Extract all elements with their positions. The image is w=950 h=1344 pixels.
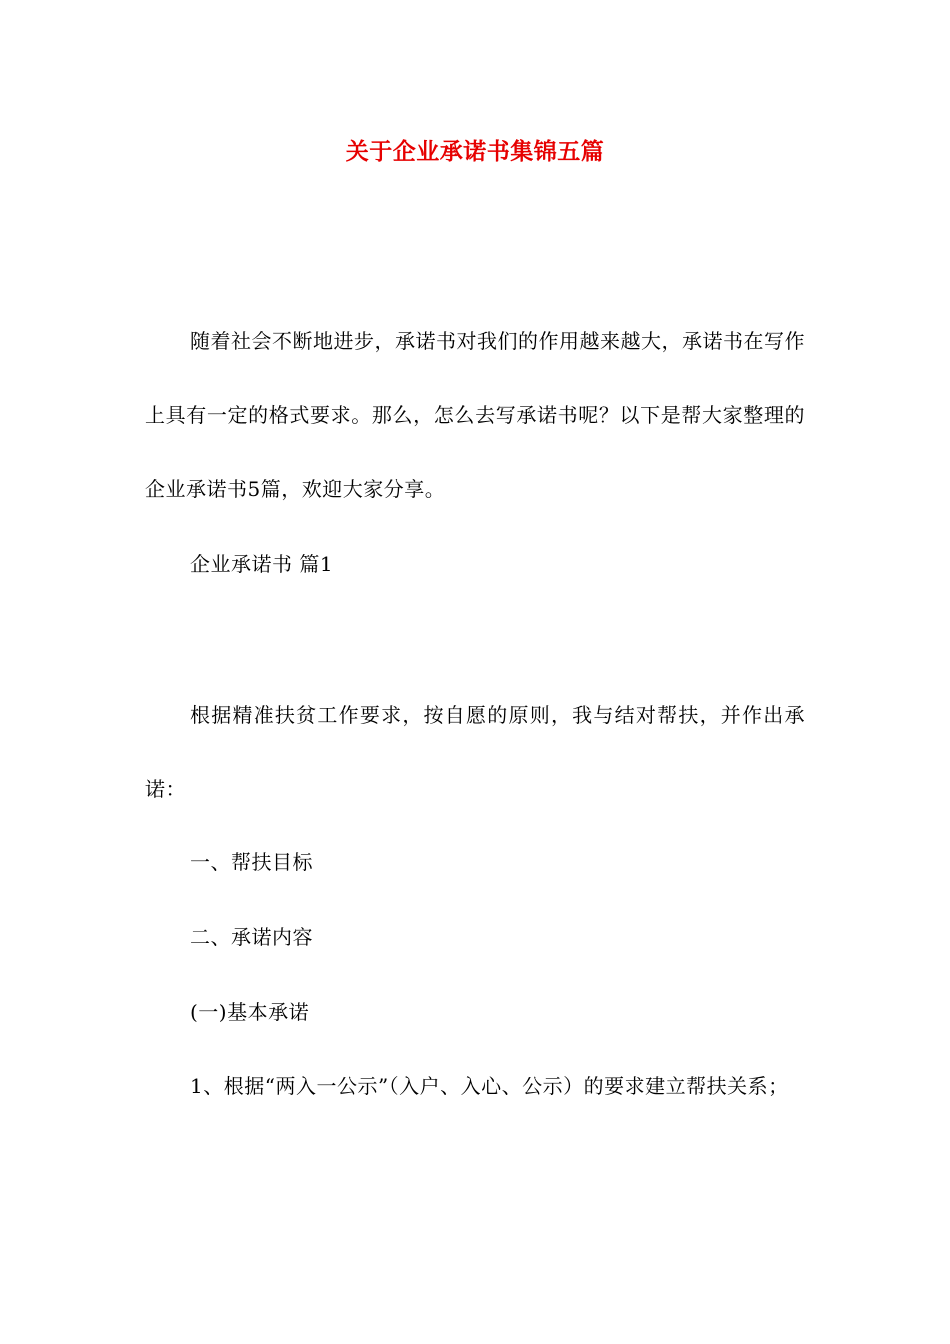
document-title: 关于企业承诺书集锦五篇 [345,138,605,165]
list-item-basic-promise: (一)基本承诺 [190,1000,310,1024]
list-item-goal: 一、帮扶目标 [190,850,313,874]
section-heading: 企业承诺书 篇1 [190,552,334,576]
list-item-relationship: 1、根据“两入一公示”（入户、入心、公示）的要求建立帮扶关系； [190,1074,789,1098]
list-item-content: 二、承诺内容 [190,925,313,949]
intro-paragraph: 随着社会不断地进步，承诺书对我们的作用越来越大，承诺书在写作上具有一定的格式要求。那么，怎么去写承诺书呢？以下是帮大家整理的企业承诺书5篇，欢迎大家分享。 [145,329,805,501]
body-paragraph: 根据精准扶贫工作要求，按自愿的原则，我与结对帮扶，并作出承诺： [145,703,805,801]
